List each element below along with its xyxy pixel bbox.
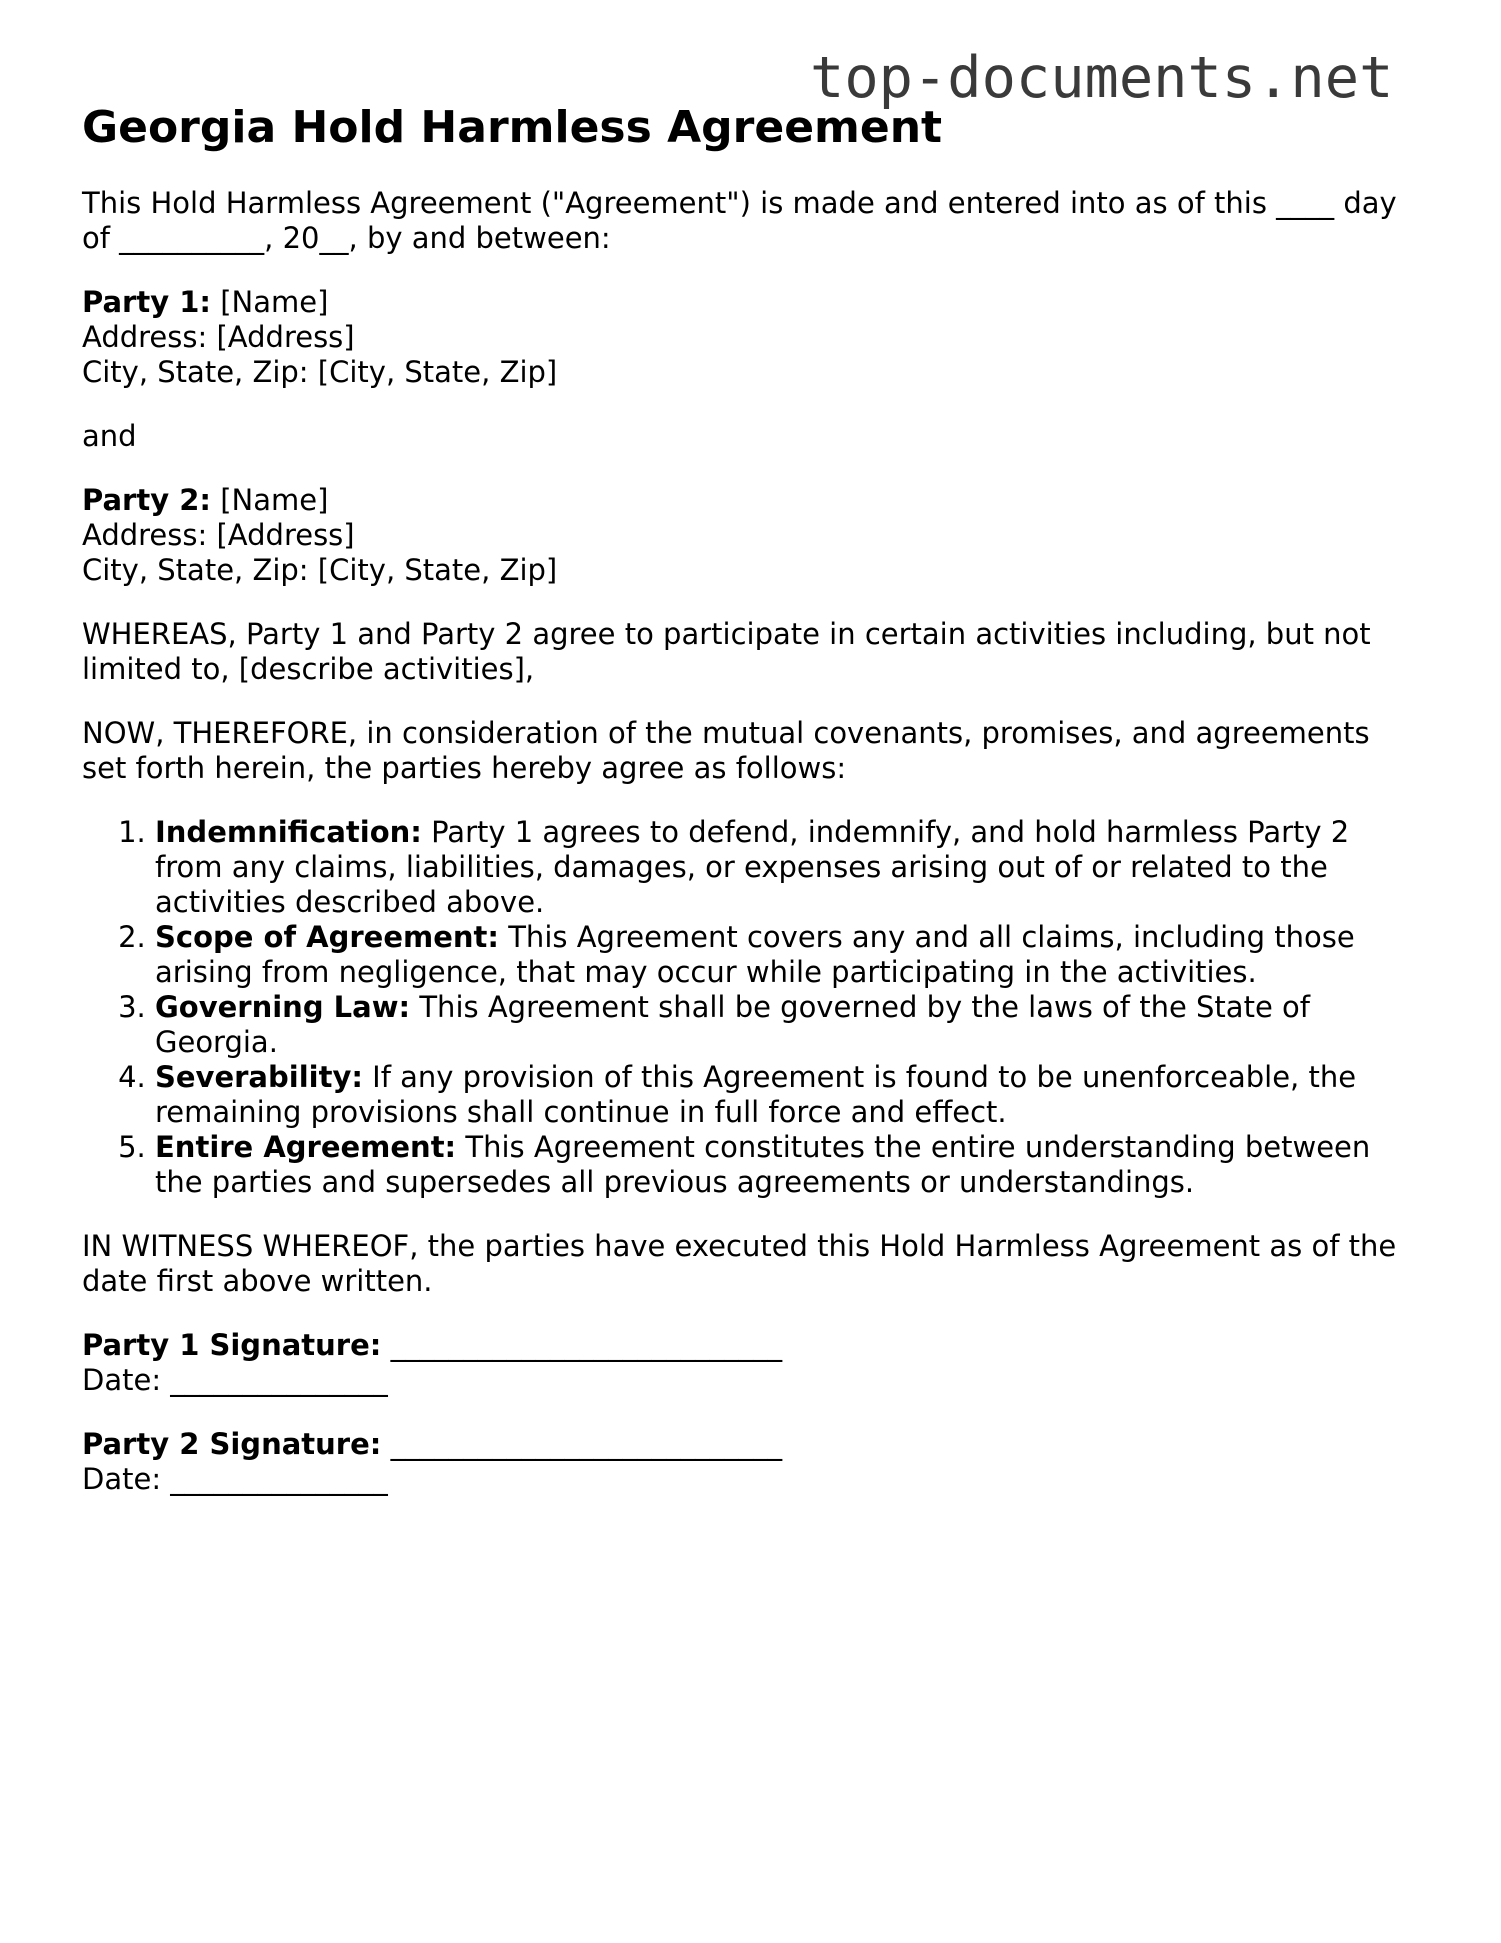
party-1-signature-block — [82, 1328, 1422, 1398]
clause-item — [155, 990, 1422, 1060]
whereas-paragraph — [82, 617, 1422, 687]
party-1-address: Address: [Address] — [82, 320, 355, 354]
now-therefore-line-1: NOW, THEREFORE, in consideration of the mutual covenants, promises, and agreements — [82, 716, 1370, 750]
whereas-line-1: WHEREAS, Party 1 and Party 2 agree to participate in certain activities including, but not — [82, 617, 1371, 651]
clause-text: the parties and supersedes all previous agreements or understandings. — [155, 1165, 1195, 1199]
clause-text: This Agreement shall be governed by the laws of the State of — [410, 990, 1310, 1024]
now-therefore-paragraph — [82, 716, 1422, 786]
intro-line-2: of __________, 20__, by and between: — [82, 221, 611, 255]
clause-text: Georgia. — [155, 1025, 278, 1059]
clause-text: This Agreement covers any and all claims, including those — [499, 920, 1355, 954]
now-therefore-line-2: set forth herein, the parties hereby agree as follows: — [82, 751, 847, 785]
clause-text: Party 1 agrees to defend, indemnify, and hold harmless Party 2 — [421, 815, 1350, 849]
party-1-name: [Name] — [211, 285, 329, 319]
party-1-block — [82, 285, 1422, 390]
witness-paragraph — [82, 1229, 1422, 1299]
clause-heading: Entire Agreement: — [155, 1130, 457, 1164]
whereas-line-2: limited to, [describe activities], — [82, 652, 535, 686]
party-2-city: City, State, Zip: [City, State, Zip] — [82, 553, 558, 587]
party-2-signature-line: ___________________________ — [381, 1427, 783, 1461]
witness-line-1: IN WITNESS WHEREOF, the parties have executed this Hold Harmless Agreement as of the — [82, 1229, 1397, 1263]
clause-heading: Scope of Agreement: — [155, 920, 499, 954]
party-1-label: Party 1: — [82, 285, 211, 319]
party-1-signature-line: ___________________________ — [381, 1328, 783, 1362]
and-text: and — [82, 419, 137, 453]
clause-item — [155, 920, 1422, 990]
clause-text: If any provision of this Agreement is found to be unenforceable, the — [362, 1060, 1357, 1094]
party-2-address: Address: [Address] — [82, 518, 355, 552]
clause-item — [155, 1060, 1422, 1130]
clause-list — [82, 815, 1422, 1200]
clause-heading: Indemnification: — [155, 815, 422, 849]
intro-paragraph — [82, 186, 1422, 256]
party-2-block — [82, 483, 1422, 588]
party-2-date-line: Date: _______________ — [82, 1462, 388, 1496]
clause-text: This Agreement constitutes the entire understanding between — [456, 1130, 1371, 1164]
clause-item — [155, 815, 1422, 920]
party-2-label: Party 2: — [82, 483, 211, 517]
party-2-signature-block — [82, 1427, 1422, 1497]
clause-heading: Governing Law: — [155, 990, 411, 1024]
clause-item — [155, 1130, 1422, 1200]
clause-text: remaining provisions shall continue in full force and effect. — [155, 1095, 1007, 1129]
clause-text: from any claims, liabilities, damages, or expenses arising out of or related to the — [155, 850, 1328, 884]
witness-line-2: date first above written. — [82, 1264, 433, 1298]
intro-line-1: This Hold Harmless Agreement ("Agreement") is made and entered into as of this ____ day — [82, 186, 1397, 220]
document-title: Georgia Hold Harmless Agreement — [82, 102, 943, 153]
party-2-name: [Name] — [211, 483, 329, 517]
clause-text: activities described above. — [155, 885, 545, 919]
document-page — [82, 98, 1422, 1497]
clause-text: arising from negligence, that may occur while participating in the activities. — [155, 955, 1257, 989]
party-2-signature-label: Party 2 Signature: — [82, 1427, 382, 1461]
party-1-city: City, State, Zip: [City, State, Zip] — [82, 355, 558, 389]
clause-heading: Severability: — [155, 1060, 363, 1094]
party-1-date-line: Date: _______________ — [82, 1363, 388, 1397]
party-1-signature-label: Party 1 Signature: — [82, 1328, 382, 1362]
watermark: top-documents.net — [810, 45, 1394, 111]
